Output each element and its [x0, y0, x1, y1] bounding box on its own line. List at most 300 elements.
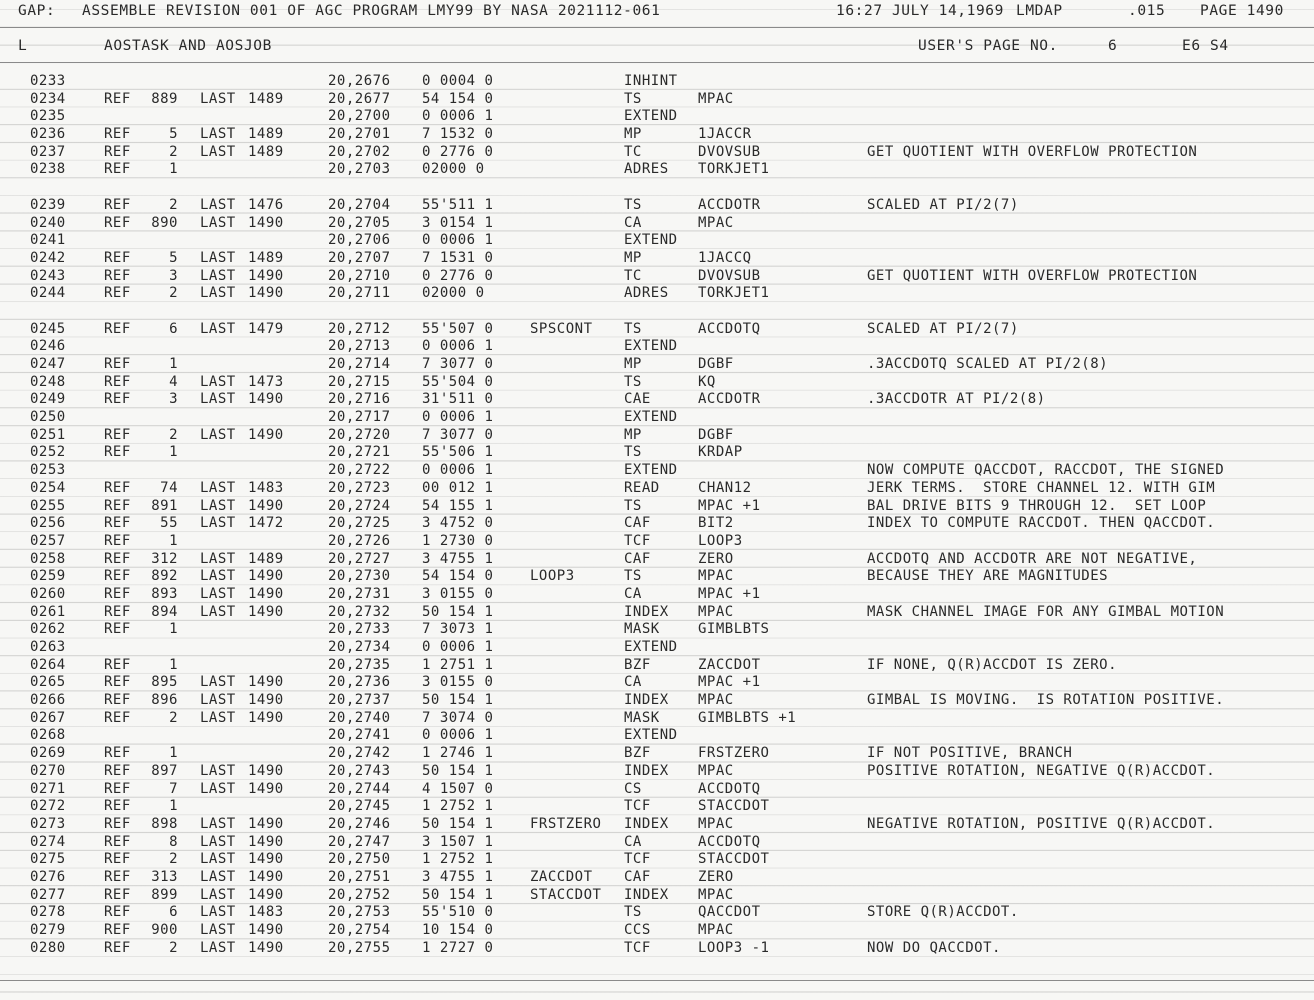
col-line: 0248	[30, 373, 66, 390]
col-last: LAST	[200, 780, 236, 797]
col-addr: 20,2736	[328, 674, 391, 691]
col-line: 0278	[30, 904, 66, 921]
col-last: LAST	[200, 214, 236, 231]
col-lastn: 1473	[248, 373, 284, 390]
col-last: LAST	[200, 143, 236, 160]
col-code: 3 1507 1	[422, 833, 494, 850]
col-addr: 20,2706	[328, 232, 391, 249]
col-op: EXTEND	[624, 462, 678, 479]
col-lastn: 1490	[248, 285, 284, 302]
col-line: 0279	[30, 922, 66, 938]
col-code: 02000 0	[422, 161, 485, 178]
listing-line	[0, 710, 1314, 728]
col-ref: REF	[104, 90, 131, 107]
col-lastn: 1490	[248, 815, 284, 832]
col-label: LOOP3	[530, 568, 575, 585]
col-operand: QACCDOT	[698, 904, 761, 921]
col-line: 0270	[30, 762, 66, 779]
col-line: 0271	[30, 780, 66, 797]
col-operand: 1JACCQ	[698, 249, 752, 266]
listing-line	[0, 834, 1314, 852]
col-refn: 7	[169, 780, 178, 797]
col-ref: REF	[104, 886, 131, 903]
col-last: LAST	[200, 851, 236, 868]
col-refn: 1	[169, 656, 178, 673]
col-op: TS	[624, 497, 642, 514]
col-operand: MPAC	[698, 815, 734, 832]
col-last: LAST	[200, 196, 236, 213]
col-addr: 20,2742	[328, 745, 391, 762]
col-last: LAST	[200, 868, 236, 885]
col-addr: 20,2722	[328, 462, 391, 479]
col-addr: 20,2712	[328, 320, 391, 337]
col-op: READ	[624, 479, 660, 496]
col-comment: IF NONE, Q(R)ACCDOT IS ZERO.	[867, 656, 1118, 673]
col-op: CAF	[624, 868, 651, 885]
col-code: 1 2727 0	[422, 939, 494, 956]
col-lastn: 1490	[248, 568, 284, 585]
col-refn: 312	[151, 550, 178, 567]
col-addr: 20,2734	[328, 639, 391, 655]
col-line: 0267	[30, 709, 66, 726]
col-op: CA	[624, 674, 642, 691]
col-lastn: 1490	[248, 939, 284, 956]
col-line: 0250	[30, 409, 66, 426]
col-addr: 20,2713	[328, 338, 391, 355]
listing-line	[0, 904, 1314, 922]
col-lastn: 1490	[248, 833, 284, 850]
col-comment: INDEX TO COMPUTE RACCDOT. THEN QACCDOT.	[867, 515, 1216, 532]
col-op: MASK	[624, 709, 660, 726]
listing-line	[0, 232, 1314, 250]
listing-line	[0, 321, 1314, 339]
col-line: 0275	[30, 851, 66, 868]
listing-line	[0, 798, 1314, 816]
col-comment: JERK TERMS. STORE CHANNEL 12. WITH GIM	[867, 479, 1216, 496]
col-lastn: 1490	[248, 391, 284, 408]
col-line: 0257	[30, 532, 66, 549]
col-last: LAST	[200, 568, 236, 585]
col-operand: KRDAP	[698, 444, 743, 461]
col-comment: SCALED AT PI/2(7)	[867, 196, 1019, 213]
col-lastn: 1476	[248, 196, 284, 213]
col-comment: IF NOT POSITIVE, BRANCH	[867, 745, 1073, 762]
col-ref: REF	[104, 585, 131, 602]
col-operand: MPAC +1	[698, 497, 761, 514]
col-ref: REF	[104, 709, 131, 726]
col-last: LAST	[200, 373, 236, 390]
col-refn: 893	[151, 585, 178, 602]
col-operand: ACCDOTQ	[698, 780, 761, 797]
col-line: 0273	[30, 815, 66, 832]
col-addr: 20,2730	[328, 568, 391, 585]
col-op: EXTEND	[624, 409, 678, 426]
col-addr: 20,2752	[328, 886, 391, 903]
col-line: 0277	[30, 886, 66, 903]
col-addr: 20,2710	[328, 267, 391, 284]
listing-line	[0, 745, 1314, 763]
col-lastn: 1490	[248, 497, 284, 514]
col-operand: ZERO	[698, 868, 734, 885]
col-ref: REF	[104, 356, 131, 372]
listing-line	[0, 268, 1314, 286]
col-comment: NOW DO QACCDOT.	[867, 939, 1001, 956]
col-refn: 2	[169, 709, 178, 726]
listing-line	[0, 161, 1314, 179]
col-op: EXTEND	[624, 727, 678, 744]
col-line: 0251	[30, 426, 66, 443]
col-line: 0272	[30, 798, 66, 815]
col-lastn: 1490	[248, 709, 284, 726]
col-op: TS	[624, 196, 642, 213]
listing-line	[0, 444, 1314, 462]
col-lastn: 1490	[248, 868, 284, 885]
col-operand: ACCDOTR	[698, 391, 761, 408]
listing-line	[0, 285, 1314, 303]
col-code: 1 2730 0	[422, 532, 494, 549]
col-op: TCF	[624, 939, 651, 956]
col-addr: 20,2705	[328, 214, 391, 231]
section-code: E6 S4	[1182, 38, 1229, 54]
col-line: 0236	[30, 126, 66, 143]
col-lastn: 1479	[248, 320, 284, 337]
listing-line	[0, 197, 1314, 215]
col-addr: 20,2677	[328, 90, 391, 107]
col-last: LAST	[200, 904, 236, 921]
col-line: 0240	[30, 214, 66, 231]
blank-line	[0, 179, 1314, 197]
col-line: 0263	[30, 639, 66, 655]
col-line: 0234	[30, 90, 66, 107]
col-ref: REF	[104, 444, 131, 461]
col-line: 0246	[30, 338, 66, 355]
col-op: CAF	[624, 515, 651, 532]
col-addr: 20,2717	[328, 409, 391, 426]
listing-line	[0, 356, 1314, 374]
col-code: 0 0006 1	[422, 232, 494, 249]
listing-line	[0, 427, 1314, 445]
col-refn: 2	[169, 143, 178, 160]
col-operand: DGBF	[698, 356, 734, 372]
col-ref: REF	[104, 143, 131, 160]
col-line: 0266	[30, 692, 66, 709]
col-op: TS	[624, 904, 642, 921]
col-code: 55'504 0	[422, 373, 494, 390]
col-last: LAST	[200, 515, 236, 532]
col-addr: 20,2726	[328, 532, 391, 549]
col-lastn: 1489	[248, 249, 284, 266]
col-addr: 20,2701	[328, 126, 391, 143]
col-ref: REF	[104, 426, 131, 443]
col-op: EXTEND	[624, 108, 678, 125]
listing-line	[0, 639, 1314, 657]
col-code: 55'510 0	[422, 904, 494, 921]
col-ref: REF	[104, 762, 131, 779]
col-last: LAST	[200, 692, 236, 709]
col-operand: 1JACCR	[698, 126, 752, 143]
listing-line	[0, 621, 1314, 639]
col-lastn: 1489	[248, 126, 284, 143]
col-op: CCS	[624, 922, 651, 938]
listing-line	[0, 781, 1314, 799]
col-last: LAST	[200, 391, 236, 408]
col-operand: MPAC +1	[698, 674, 761, 691]
col-lastn: 1490	[248, 780, 284, 797]
listing-line	[0, 816, 1314, 834]
col-lastn: 1483	[248, 904, 284, 921]
col-operand: MPAC	[698, 214, 734, 231]
col-lastn: 1489	[248, 143, 284, 160]
col-op: INDEX	[624, 886, 669, 903]
col-refn: 900	[151, 922, 178, 938]
col-op: TCF	[624, 798, 651, 815]
header-time: 16:27 JULY 14,1969	[836, 3, 1004, 19]
listing-line	[0, 108, 1314, 126]
col-refn: 313	[151, 868, 178, 885]
col-refn: 1	[169, 745, 178, 762]
page-header	[0, 3, 1314, 23]
col-op: MP	[624, 126, 642, 143]
col-code: 31'511 0	[422, 391, 494, 408]
col-operand: LOOP3 -1	[698, 939, 770, 956]
col-last: LAST	[200, 815, 236, 832]
col-op: MP	[624, 249, 642, 266]
col-addr: 20,2704	[328, 196, 391, 213]
col-op: ADRES	[624, 161, 669, 178]
col-refn: 1	[169, 161, 178, 178]
col-op: INHINT	[624, 73, 678, 89]
col-ref: REF	[104, 196, 131, 213]
col-last: LAST	[200, 603, 236, 620]
col-refn: 1	[169, 532, 178, 549]
listing-line	[0, 462, 1314, 480]
col-addr: 20,2746	[328, 815, 391, 832]
listing-line	[0, 586, 1314, 604]
listing-rows	[0, 73, 1314, 957]
col-op: EXTEND	[624, 639, 678, 655]
col-addr: 20,2750	[328, 851, 391, 868]
col-code: 0 0006 1	[422, 639, 494, 655]
col-code: 7 1532 0	[422, 126, 494, 143]
col-addr: 20,2711	[328, 285, 391, 302]
col-addr: 20,2737	[328, 692, 391, 709]
col-code: 0 2776 0	[422, 267, 494, 284]
col-code: 55'511 1	[422, 196, 494, 213]
col-code: 0 0006 1	[422, 727, 494, 744]
col-ref: REF	[104, 851, 131, 868]
col-ref: REF	[104, 249, 131, 266]
listing-line	[0, 91, 1314, 109]
col-addr: 20,2702	[328, 143, 391, 160]
col-op: MASK	[624, 621, 660, 638]
col-ref: REF	[104, 745, 131, 762]
col-line: 0243	[30, 267, 66, 284]
col-line: 0249	[30, 391, 66, 408]
col-refn: 2	[169, 285, 178, 302]
col-op: TCF	[624, 851, 651, 868]
col-ref: REF	[104, 532, 131, 549]
col-last: LAST	[200, 674, 236, 691]
col-last: LAST	[200, 585, 236, 602]
listing-line	[0, 374, 1314, 392]
col-line: 0274	[30, 833, 66, 850]
col-addr: 20,2732	[328, 603, 391, 620]
col-addr: 20,2714	[328, 356, 391, 372]
col-code: 3 0155 0	[422, 674, 494, 691]
col-addr: 20,2753	[328, 904, 391, 921]
col-lastn: 1490	[248, 851, 284, 868]
col-lastn: 1490	[248, 762, 284, 779]
col-comment: MASK CHANNEL IMAGE FOR ANY GIMBAL MOTION	[867, 603, 1225, 620]
col-lastn: 1490	[248, 886, 284, 903]
col-line: 0242	[30, 249, 66, 266]
section-rule	[0, 62, 1314, 63]
col-last: LAST	[200, 939, 236, 956]
col-ref: REF	[104, 320, 131, 337]
col-refn: 2	[169, 851, 178, 868]
col-addr: 20,2707	[328, 249, 391, 266]
listing-line	[0, 409, 1314, 427]
listing-line	[0, 604, 1314, 622]
col-line: 0259	[30, 568, 66, 585]
col-comment: NOW COMPUTE QACCDOT, RACCDOT, THE SIGNED	[867, 462, 1225, 479]
col-line: 0280	[30, 939, 66, 956]
col-code: 0 0006 1	[422, 108, 494, 125]
col-refn: 1	[169, 356, 178, 372]
col-op: TS	[624, 90, 642, 107]
col-code: 0 0006 1	[422, 409, 494, 426]
section-header	[0, 38, 1314, 58]
col-last: LAST	[200, 285, 236, 302]
col-last: LAST	[200, 497, 236, 514]
col-line: 0238	[30, 161, 66, 178]
col-line: 0256	[30, 515, 66, 532]
col-operand: ZACCDOT	[698, 656, 761, 673]
listing-line	[0, 568, 1314, 586]
listing-line	[0, 73, 1314, 91]
col-lastn: 1490	[248, 603, 284, 620]
col-comment: .3ACCDOTQ SCALED AT PI/2(8)	[867, 356, 1109, 372]
col-operand: MPAC	[698, 762, 734, 779]
col-operand: TORKJET1	[698, 161, 770, 178]
col-comment: STORE Q(R)ACCDOT.	[867, 904, 1019, 921]
col-lastn: 1490	[248, 692, 284, 709]
col-addr: 20,2751	[328, 868, 391, 885]
col-ref: REF	[104, 780, 131, 797]
col-operand: MPAC	[698, 603, 734, 620]
listing-line	[0, 727, 1314, 745]
col-code: 1 2751 1	[422, 656, 494, 673]
col-line: 0268	[30, 727, 66, 744]
col-lastn: 1490	[248, 585, 284, 602]
col-lastn: 1490	[248, 674, 284, 691]
col-operand: LOOP3	[698, 532, 743, 549]
col-lastn: 1489	[248, 90, 284, 107]
col-last: LAST	[200, 762, 236, 779]
col-code: 02000 0	[422, 285, 485, 302]
col-addr: 20,2735	[328, 656, 391, 673]
col-operand: MPAC +1	[698, 585, 761, 602]
listing-line	[0, 692, 1314, 710]
col-code: 1 2752 1	[422, 851, 494, 868]
col-refn: 1	[169, 444, 178, 461]
listing-line	[0, 498, 1314, 516]
listing-line	[0, 763, 1314, 781]
col-ref: REF	[104, 391, 131, 408]
col-op: CAF	[624, 550, 651, 567]
col-ref: REF	[104, 656, 131, 673]
col-code: 55'507 0	[422, 320, 494, 337]
col-code: 0 2776 0	[422, 143, 494, 160]
col-addr: 20,2715	[328, 373, 391, 390]
col-addr: 20,2744	[328, 780, 391, 797]
col-lastn: 1483	[248, 479, 284, 496]
col-code: 3 4752 0	[422, 515, 494, 532]
col-refn: 894	[151, 603, 178, 620]
col-addr: 20,2743	[328, 762, 391, 779]
col-op: TS	[624, 320, 642, 337]
col-last: LAST	[200, 479, 236, 496]
col-op: CAE	[624, 391, 651, 408]
col-op: INDEX	[624, 692, 669, 709]
listing-line	[0, 126, 1314, 144]
col-comment: ACCDOTQ AND ACCDOTR ARE NOT NEGATIVE,	[867, 550, 1198, 567]
col-line: 0269	[30, 745, 66, 762]
col-line: 0254	[30, 479, 66, 496]
col-code: 50 154 1	[422, 603, 494, 620]
col-refn: 5	[169, 126, 178, 143]
col-lastn: 1472	[248, 515, 284, 532]
col-last: LAST	[200, 267, 236, 284]
col-code: 7 3073 1	[422, 621, 494, 638]
col-refn: 895	[151, 674, 178, 691]
col-code: 1 2752 1	[422, 798, 494, 815]
col-line: 0244	[30, 285, 66, 302]
col-addr: 20,2745	[328, 798, 391, 815]
col-ref: REF	[104, 922, 131, 938]
col-op: TS	[624, 444, 642, 461]
col-operand: BIT2	[698, 515, 734, 532]
col-refn: 8	[169, 833, 178, 850]
col-lastn: 1490	[248, 214, 284, 231]
col-ref: REF	[104, 815, 131, 832]
col-ref: REF	[104, 674, 131, 691]
col-line: 0235	[30, 108, 66, 125]
col-lastn: 1490	[248, 426, 284, 443]
col-op: INDEX	[624, 815, 669, 832]
col-code: 1 2746 1	[422, 745, 494, 762]
listing-line	[0, 515, 1314, 533]
col-line: 0258	[30, 550, 66, 567]
section-mark: L	[18, 38, 28, 54]
col-label: ZACCDOT	[530, 868, 593, 885]
col-refn: 1	[169, 798, 178, 815]
col-op: INDEX	[624, 762, 669, 779]
col-refn: 889	[151, 90, 178, 107]
col-op: CA	[624, 214, 642, 231]
col-operand: ACCDOTR	[698, 196, 761, 213]
col-addr: 20,2700	[328, 108, 391, 125]
col-line: 0253	[30, 462, 66, 479]
col-lastn: 1490	[248, 267, 284, 284]
col-refn: 890	[151, 214, 178, 231]
col-comment: BECAUSE THEY ARE MAGNITUDES	[867, 568, 1109, 585]
col-operand: FRSTZERO	[698, 745, 770, 762]
listing-line	[0, 887, 1314, 905]
col-op: MP	[624, 426, 642, 443]
col-code: 54 154 0	[422, 90, 494, 107]
col-last: LAST	[200, 320, 236, 337]
